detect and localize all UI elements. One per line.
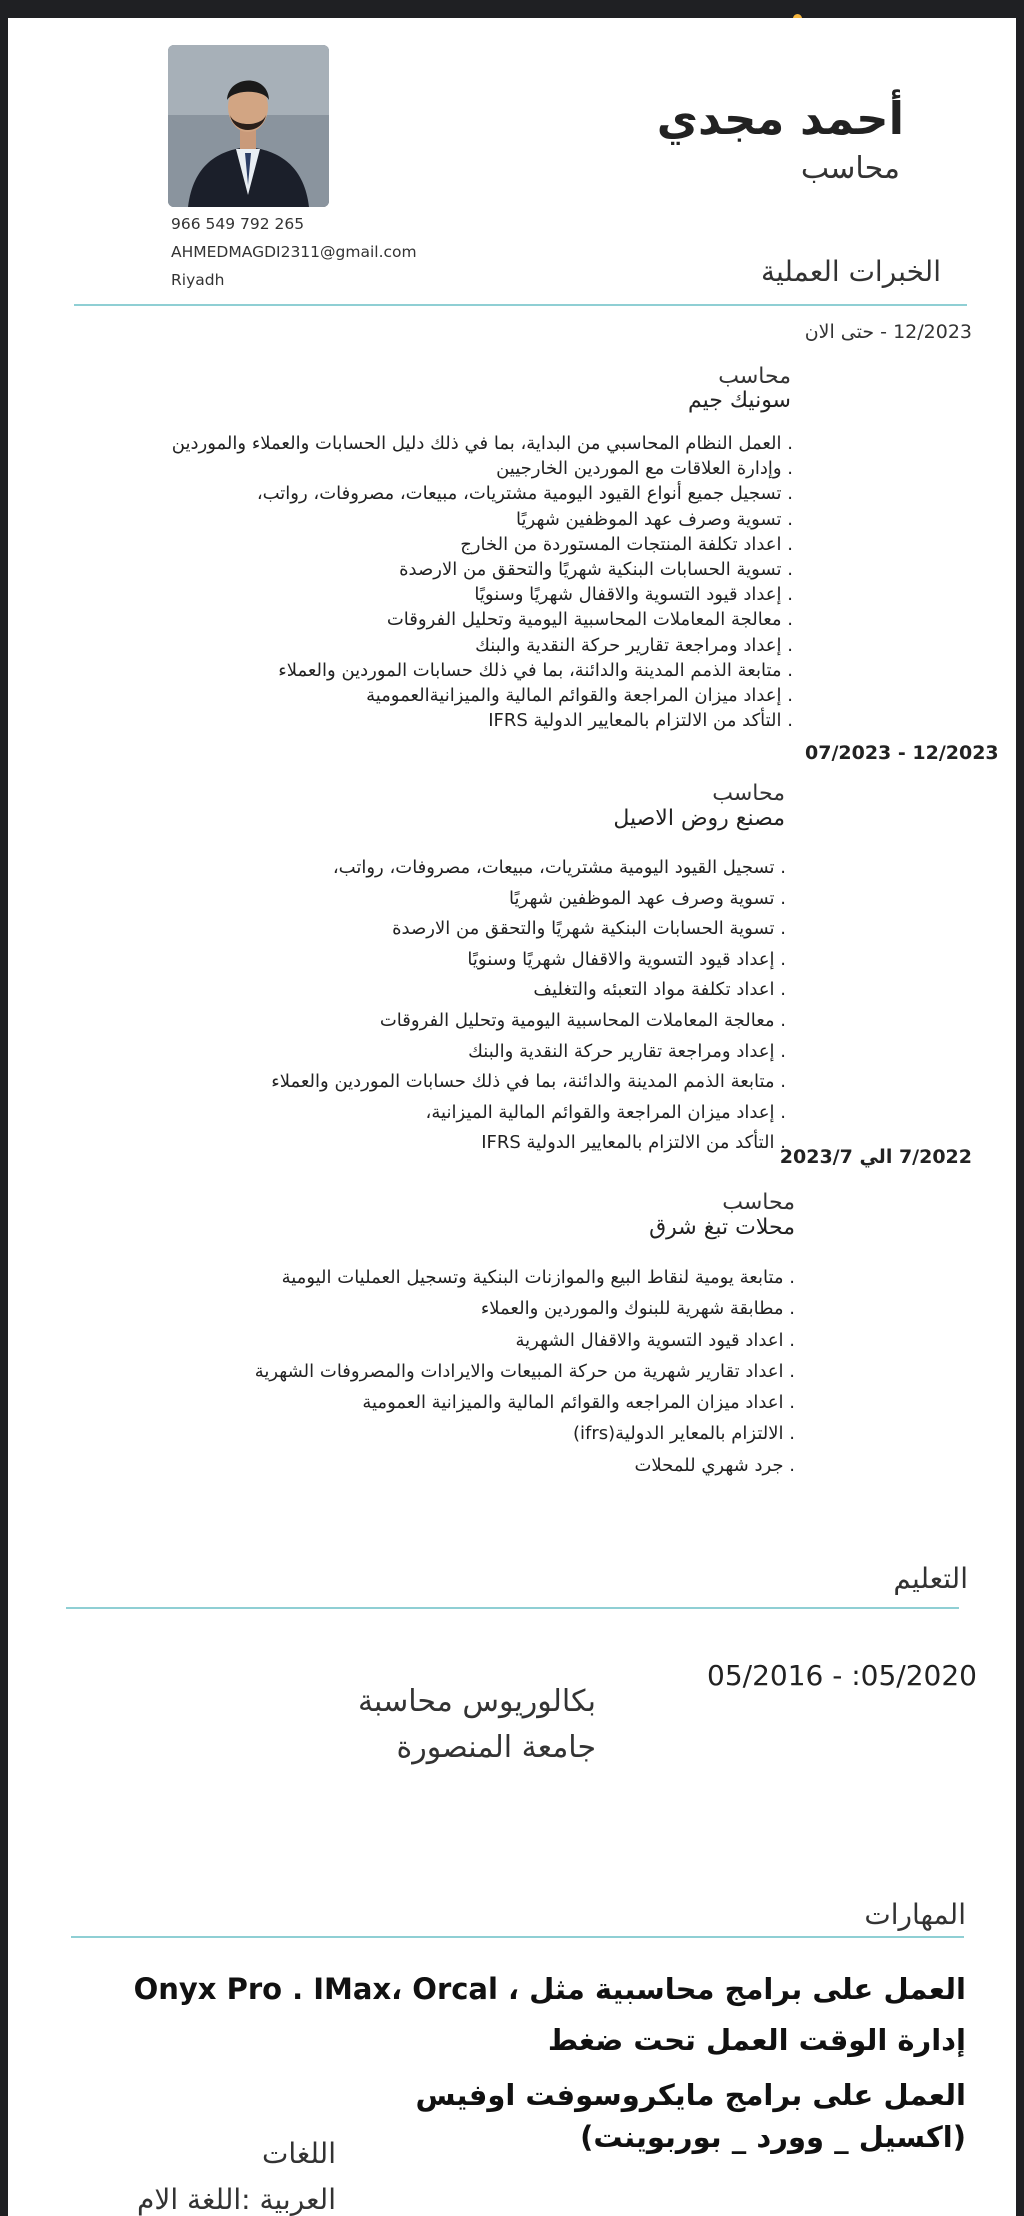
job-2-duty: . إعداد ميزان المراجعة والقوائم المالية الميزانية، [271, 1098, 786, 1129]
education-divider [66, 1607, 959, 1609]
skill-line: العمل على برامج مايكروسوفت اوفيس [415, 2078, 966, 2112]
person-photo-icon [168, 45, 329, 207]
job-2-duty: . التأكد من الالتزام بالمعايير الدولية IFRS [271, 1128, 786, 1159]
job-title: محاسب [800, 151, 900, 186]
job-3-dates: 7/2022 الي 2023/7 [779, 1146, 972, 1168]
job-1-duty: . اعداد تكلفة المنتجات المستوردة من الخارج [172, 532, 793, 557]
job-1-duty: . إعداد ميزان المراجعة والقوائم المالية والميزانيةالعمومية [172, 683, 793, 708]
resume-page[interactable] [8, 18, 1016, 2216]
degree-name: بكالوريوس محاسبة [357, 1684, 596, 1719]
experience-heading: الخبرات العملية [760, 255, 941, 288]
experience-divider [74, 304, 967, 306]
job-1-duty: . التأكد من الالتزام بالمعايير الدولية IFRS [172, 708, 793, 733]
skill-line: إدارة الوقت العمل تحت ضغط [547, 2023, 966, 2057]
job-3-duty: . الالتزام بالمعاير الدولية(ifrs) [255, 1418, 795, 1449]
job-1-dates: 12/2023 - حتى الان [804, 321, 972, 343]
job-3-duties [255, 1262, 795, 1481]
city-text: Riyadh [171, 271, 225, 289]
university-name: جامعة المنصورة [396, 1730, 596, 1765]
job-2-duty: . تسجيل القيود اليومية مشتريات، مبيعات، مصروفات، رواتب، [271, 853, 786, 884]
job-2-duty: . متابعة الذمم المدينة والدائنة، بما في ذلك حسابات الموردين والعملاء [271, 1067, 786, 1098]
job-2-duties [271, 853, 786, 1159]
job-3-company: محلات تبغ شرق [649, 1215, 795, 1240]
job-2-duty: . إعداد قيود التسوية والاقفال شهريًا وسنويًا [271, 945, 786, 976]
job-1-duty: . إعداد ومراجعة تقارير حركة النقدية والبنك [172, 633, 793, 658]
job-2-company: مصنع روض الاصيل [613, 806, 785, 831]
job-2-dates: 07/2023 - 12/2023 [805, 742, 999, 764]
phone-text: 966 549 792 265 [171, 215, 305, 233]
job-1-company: سونيك جيم [688, 388, 791, 413]
job-2-duty: . تسوية الحسابات البنكية شهريًا والتحقق من الارصدة [271, 914, 786, 945]
job-3-duty: . مطابقة شهرية للبنوك والموردين والعملاء [255, 1293, 795, 1324]
viewer-top-bar [0, 0, 1024, 18]
skill-line: العمل على برامج محاسبية مثل ، Onyx Pro . IMax، Orcal [133, 1972, 966, 2006]
job-1-duty: . تسوية الحسابات البنكية شهريًا والتحقق من الارصدة [172, 557, 793, 582]
education-heading: التعليم [893, 1562, 968, 1595]
job-2-duty: . معالجة المعاملات المحاسبية اليومية وتحليل الفروقات [271, 1006, 786, 1037]
job-3-duty: . اعداد قيود التسوية والاقفال الشهرية [255, 1325, 795, 1356]
job-1-duty: . إعداد قيود التسوية والاقفال شهريًا وسنويًا [172, 582, 793, 607]
job-2-duty: . تسوية وصرف عهد الموظفين شهريًا [271, 884, 786, 915]
job-1-duty: . متابعة الذمم المدينة والدائنة، بما في ذلك حسابات الموردين والعملاء [172, 658, 793, 683]
skills-heading: المهارات [864, 1898, 966, 1931]
job-2-duty: . إعداد ومراجعة تقارير حركة النقدية والبنك [271, 1037, 786, 1068]
skill-line: (اكسيل _ وورد _ بوربوينت) [580, 2120, 966, 2154]
job-3-duty: . اعداد تقارير شهرية من حركة المبيعات والايرادات والمصروفات الشهرية [255, 1356, 795, 1387]
job-1-duty: . تسجيل جميع أنواع القيود اليومية مشتريات، مبيعات، مصروفات، رواتب، [172, 481, 793, 506]
job-3-duty: . متابعة يومية لنقاط البيع والموازنات البنكية وتسجيل العمليات اليومية [255, 1262, 795, 1293]
job-3-duty: . جرد شهري للمحلات [255, 1450, 795, 1481]
languages-heading: اللغات [262, 2137, 336, 2170]
job-1-duty: . تسوية وصرف عهد الموظفين شهريًا [172, 507, 793, 532]
job-1-duty: . معالجة المعاملات المحاسبية اليومية وتحليل الفروقات [172, 607, 793, 632]
job-3-role: محاسب [722, 1190, 795, 1215]
email-text[interactable]: AHMEDMAGDI2311@gmail.com [171, 243, 417, 261]
job-2-role: محاسب [712, 781, 785, 806]
job-1-duty: . العمل النظام المحاسبي من البداية، بما في ذلك دليل الحسابات والعملاء والموردين [172, 431, 793, 456]
job-3-duty: . اعداد ميزان المراجعه والقوائم المالية والميزانية العمومية [255, 1387, 795, 1418]
job-1-duties [172, 431, 793, 733]
job-1-role: محاسب [718, 364, 791, 389]
job-1-duty: . وإدارة العلاقات مع الموردين الخارجيين [172, 456, 793, 481]
job-2-duty: . اعداد تكلفة مواد التعبئه والتغليف [271, 975, 786, 1006]
profile-photo [168, 45, 329, 207]
candidate-name: أحمد مجدي [656, 92, 904, 145]
language-item: العربية :اللغة الام [137, 2183, 336, 2216]
education-dates: 05/2016 - :05/2020 [707, 1659, 977, 1692]
skills-divider [71, 1936, 964, 1938]
